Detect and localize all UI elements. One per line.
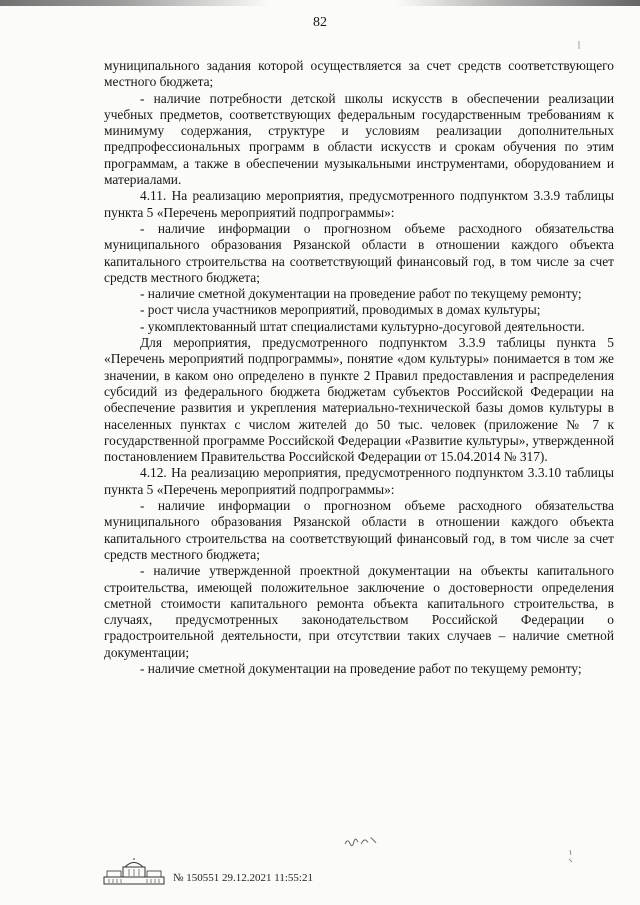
- list-item: - укомплектованный штат специалистами культурно-досуговой деятельности.: [140, 318, 585, 334]
- list-item: - наличие сметной документации на проведение работ по текущему ремонту;: [140, 660, 582, 676]
- paragraph: муниципального задания которой осуществляется за счет средств соответствующего местного бюджета;: [104, 58, 614, 90]
- section-heading-4-12: 4.12. На реализацию мероприятия, предусмотренного подпунктом 3.3.10 таблицы пункта 5 «Перечень мероприятий подпрограммы»:: [104, 465, 614, 497]
- list-item: - рост числа участников мероприятий, проводимых в домах культуры;: [140, 302, 541, 318]
- list-item: - наличие сметной документации на проведение работ по текущему ремонту;: [140, 286, 582, 302]
- scan-speck: [577, 40, 581, 53]
- scan-edge-artifact: [0, 0, 640, 6]
- registration-stamp: № 150551 29.12.2021 11:55:21: [173, 872, 313, 884]
- section-heading-4-11: 4.11. На реализацию мероприятия, предусмотренного подпунктом 3.3.9 таблицы пункта 5 «Перечень мероприятий подпрограммы»:: [104, 188, 614, 220]
- list-item: - наличие утвержденной проектной документации на объекты капитального строительства, имеющей положительное заключение о достоверности определения сметной стоимости капитального ремонта объекта капитального строительства, в случаях, предусмотренных законодательством Российской Федерации о градостроительной деятельности, при отсутствии таких случаев – наличие сметной документации;: [104, 563, 614, 660]
- list-item: - наличие информации о прогнозном объеме расходного обязательства муниципального образования Рязанской области в отношении каждого объекта капитального строительства на соответствующий финансовый год, в том числе за счет средств местного бюджета;: [104, 498, 614, 562]
- list-item: - наличие информации о прогнозном объеме расходного обязательства муниципального образования Рязанской области в отношении каждого объекта капитального строительства на соответствующий финансовый год, в том числе за счет средств местного бюджета;: [104, 220, 614, 285]
- handwritten-mark: [342, 833, 379, 852]
- seal-emblem-icon: [103, 858, 165, 886]
- page-number: 82: [313, 15, 327, 30]
- paragraph: Для мероприятия, предусмотренного подпунктом 3.3.9 таблицы пункта 5 «Перечень мероприятий подпрограммы», понятие «дом культуры» понимается в том же значении, в каком оно определено в пункте 2 Правил предоставления и распределения субсидий из федерального бюджета бюджетам субъектов Российской Федерации на обеспечение развития и укрепления материально-технической базы домов культуры в населенных пунктах с числом жителей до 50 тыс. человек (приложение № 7 к государственной программе Российской Федерации «Развитие культуры», утвержденной постановлением Правительства Российской Федерации от 15.04.2014 № 317).: [104, 335, 614, 465]
- document-footer: [103, 858, 313, 886]
- document-body: [104, 58, 614, 677]
- scan-speck: [568, 849, 574, 866]
- paragraph: - наличие потребности детской школы искусств в обеспечении реализации учебных предметов, соответствующих федеральным государственным требованиям к минимуму содержания, структуре и условиям реализации дополнительных предпрофессиональных программ в области искусств и срокам обучения по этим программам, а также в обеспечении музыкальными инструментами, оборудованием и материалами.: [104, 90, 614, 188]
